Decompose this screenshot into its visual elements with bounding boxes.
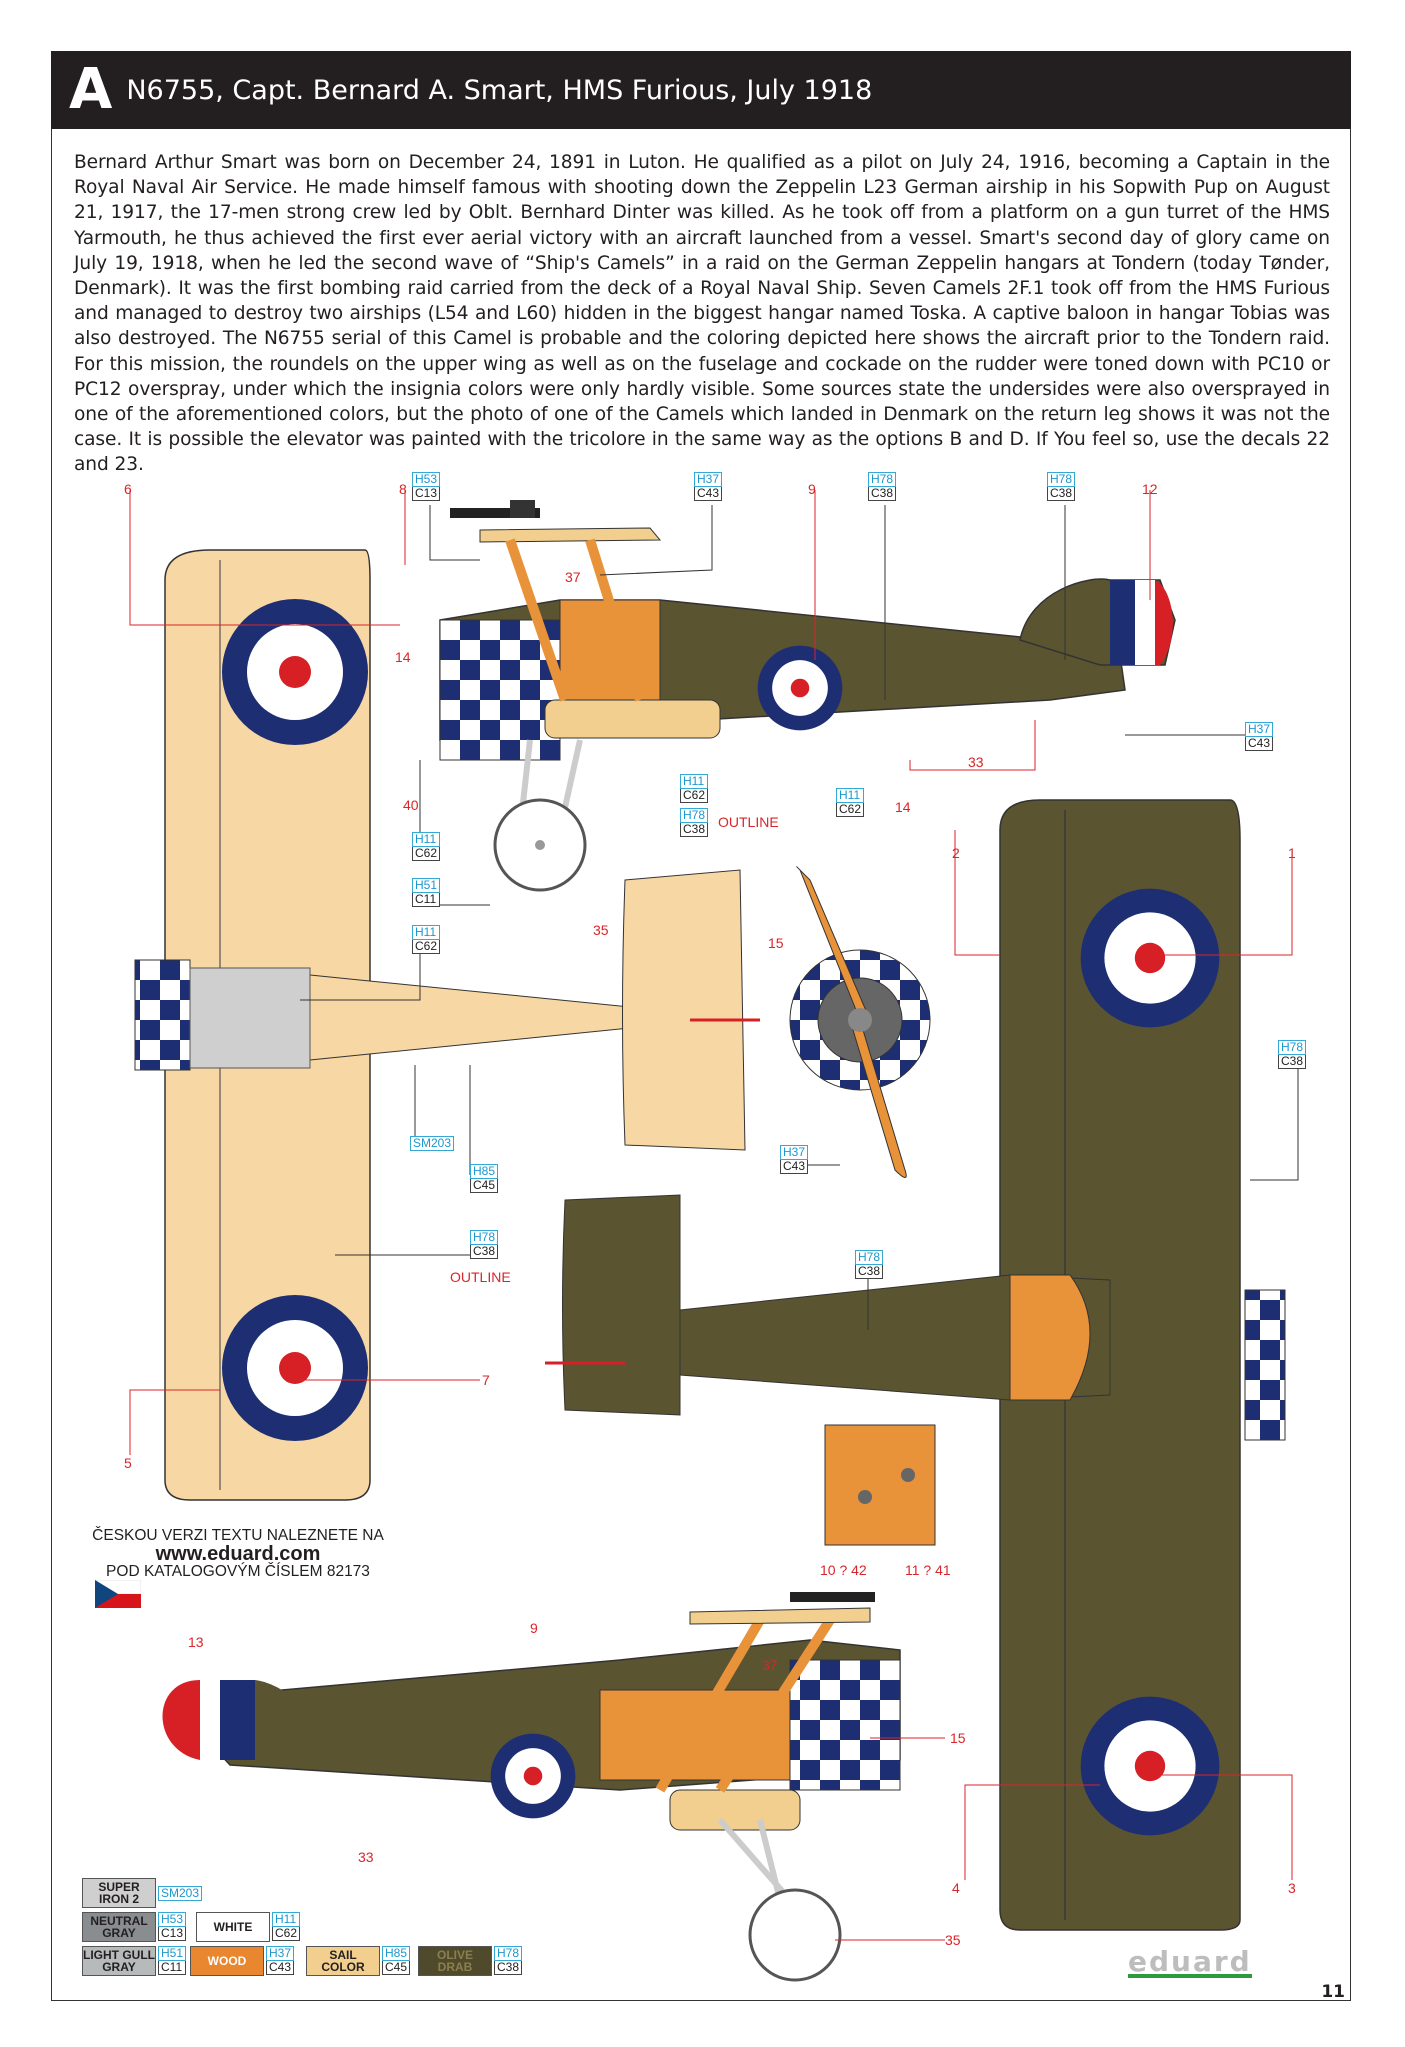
paint-code-h11: H11 C62 bbox=[680, 774, 708, 803]
paint-code-h37: H37 C43 bbox=[780, 1145, 808, 1174]
paint-code-h53: H53 C13 bbox=[412, 472, 440, 501]
callout-3: 3 bbox=[1288, 1880, 1296, 1896]
description-text: Bernard Arthur Smart was born on December 24, 1891 in Luton. He qualified as a pilot on July 24, 1916, becoming a Captain in the Royal Naval Air Service. He made himself famous with shooting down the Zeppelin L23 German airship in his Sopwith Pup on August 21, 1917, the 17-men strong crew led by Oblt. Bernhard Dinter was killed. As he took off from a platform on a gun turret of the HMS Yarmouth, he thus achieved the first ever aerial victory with an aircraft launched from a vessel. Smart's second day of glory came on July 19, 1918, when he led the second wave of “Ship's Camels” in a raid on the German Zeppelin hangars at Tondern (today Tønder, Denmark). It was the first bombing raid carried from the deck of a Royal Naval Ship. Seven Camels 2F.1 took off from the HMS Furious and managed to destroy two airships (L54 and L60) hidden in the biggest hangar named Toska. A captive baloon in hangar Tobias was also destroyed. The N6755 serial of this Camel is probable and the coloring depicted here shows the aircraft prior to the Tondern raid. For this mission, the roundels on the upper wing as well as on the fuselage and cockade on the rudder were toned down with PC10 or PC12 overspray, under which the insignia colors were only hardly visible. Some sources state the undersides were also oversprayed in one of the aforementioned colors, but the photo of one of the Camels which landed in Denmark on the return leg shows it was not the case. It is possible the elevator was painted with the tricolore in the same way as the options B and D. If You feel so, use the decals 22 and 23. bbox=[74, 152, 1330, 476]
outline-label-2: OUTLINE bbox=[450, 1269, 511, 1285]
front-view bbox=[790, 867, 930, 1178]
callout-33: 33 bbox=[968, 754, 984, 770]
paint-code-h11: H11 C62 bbox=[412, 832, 440, 861]
callout-1: 1 bbox=[1288, 845, 1296, 861]
callout-37b: 37 bbox=[762, 1657, 778, 1673]
outline-label-1: OUTLINE bbox=[718, 814, 779, 830]
legend-white: WHITE bbox=[196, 1912, 270, 1942]
paint-code-h85: H85 C45 bbox=[470, 1164, 498, 1193]
paint-code-h78: H78 C38 bbox=[1278, 1040, 1306, 1069]
callout-9: 9 bbox=[808, 481, 816, 497]
callout-13: 13 bbox=[188, 1634, 204, 1650]
paint-code-sm203: SM203 bbox=[410, 1136, 454, 1151]
profile-letter: A bbox=[69, 57, 113, 122]
legend-super-iron: SUPER IRON 2 bbox=[82, 1878, 156, 1908]
czech-flag-icon bbox=[95, 1580, 141, 1608]
paint-code-h11: H11 C62 bbox=[412, 925, 440, 954]
callout-4: 4 bbox=[952, 1880, 960, 1896]
callout-33b: 33 bbox=[358, 1849, 374, 1865]
callout-14b: 14 bbox=[895, 799, 911, 815]
page-number: 11 bbox=[1321, 1982, 1345, 2002]
legend-code-h51: H51 C11 bbox=[158, 1946, 186, 1975]
legend-code-h11: H11 C62 bbox=[272, 1912, 300, 1941]
czech-version-note bbox=[88, 1527, 388, 1581]
legend-sail-color: SAIL COLOR bbox=[306, 1946, 380, 1976]
legend-light-gull-gray: LIGHT GULL GRAY bbox=[83, 1948, 155, 1974]
callout-15: 15 bbox=[768, 935, 784, 951]
paint-code-h78: H78 C38 bbox=[470, 1230, 498, 1259]
legend-neutral-gray: NEUTRAL GRAY bbox=[82, 1912, 156, 1942]
legend-code-h78: H78 C38 bbox=[494, 1946, 522, 1975]
callout-40: 40 bbox=[403, 797, 419, 813]
paint-code-h78: H78 C38 bbox=[855, 1250, 883, 1279]
czech-note-line1: ČESKOU VERZI TEXTU NALEZNETE NA bbox=[92, 1527, 384, 1544]
callout-6: 6 bbox=[124, 481, 132, 497]
callout-37: 37 bbox=[565, 569, 581, 585]
legend-code-sm203: SM203 bbox=[158, 1886, 202, 1901]
paint-code-h11: H11 C62 bbox=[836, 788, 864, 817]
profile-title: N6755, Capt. Bernard A. Smart, HMS Furious, July 1918 bbox=[126, 74, 873, 106]
callout-7: 7 bbox=[482, 1372, 490, 1388]
callout-5: 5 bbox=[124, 1455, 132, 1471]
paint-code-h78: H78 C38 bbox=[680, 808, 708, 837]
eduard-logo: eduard bbox=[1128, 1945, 1252, 1978]
czech-note-line2: POD KATALOGOVÝM ČÍSLEM 82173 bbox=[106, 1563, 370, 1580]
paint-code-h37: H37 C43 bbox=[1245, 722, 1273, 751]
paint-code-h37: H37 C43 bbox=[694, 472, 722, 501]
callout-35b: 35 bbox=[945, 1932, 961, 1948]
callout-15b: 15 bbox=[950, 1730, 966, 1746]
website-link[interactable]: www.eduard.com bbox=[155, 1543, 321, 1565]
callout-10-42: 10 ? 42 bbox=[820, 1562, 867, 1578]
callout-9b: 9 bbox=[530, 1620, 538, 1636]
legend-olive-drab: OLIVE DRAB bbox=[418, 1946, 492, 1976]
paint-code-h51: H51 C11 bbox=[412, 878, 440, 907]
legend-code-h85: H85 C45 bbox=[382, 1946, 410, 1975]
callout-11-41: 11 ? 41 bbox=[905, 1562, 951, 1578]
callout-14: 14 bbox=[395, 649, 411, 665]
legend-code-h37: H37 C43 bbox=[266, 1946, 294, 1975]
paint-code-h78: H78 C38 bbox=[868, 472, 896, 501]
paint-code-h78: H78 C38 bbox=[1047, 472, 1075, 501]
legend-wood: WOOD bbox=[190, 1946, 264, 1976]
callout-2: 2 bbox=[952, 845, 960, 861]
legend-code-h53: H53 C13 bbox=[158, 1912, 186, 1941]
callout-8: 8 bbox=[399, 481, 407, 497]
callout-12: 12 bbox=[1142, 481, 1158, 497]
callout-35: 35 bbox=[593, 922, 609, 938]
